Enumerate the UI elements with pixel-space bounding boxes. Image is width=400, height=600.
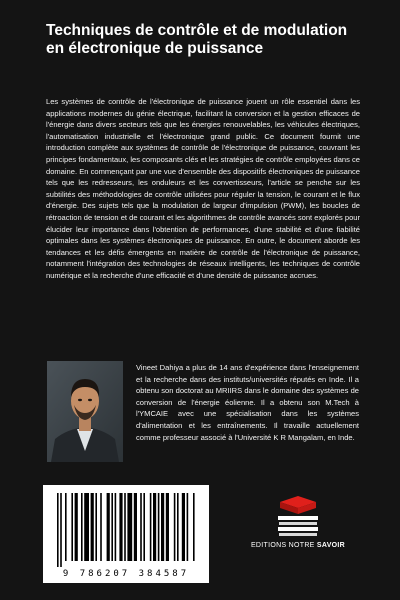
publisher-name: EDITIONS NOTRE SAVOIR [250, 542, 346, 549]
book-description: Les systèmes de contrôle de l'électronique de puissance jouent un rôle essentiel dans les applications modernes du génie électrique, facilitant la conversion et la gestion efficaces de l'énergie dans divers secteurs tels que les énergies renouvelables, les véhicules électriques, l'automatisation industrielle et l'électronique grand public. Ce document fournit une introduction complète aux systèmes de contrôle de l'électronique de puissance, couvrant les principes fondamentaux, les composants clés et les stratégies de contrôle employées dans ce domaine. En commençant par une vue d'ensemble des dispositifs électroniques de puissance tels que les redresseurs, les onduleurs et les convertisseurs, l'article se penche sur les subtilités des méthodologies de contrôle utilisées pour réguler la tension, le courant et le flux d'énergie. Des sujets tels que la modulation de largeur d'impulsion (PWM), les boucles de rétroaction de tension et de courant et les algorithmes de contrôle avancés sont explorés pour élucider leur importance dans l'obtention de performances, d'une stabilité et d'une fiabilité optimales dans les systèmes électroniques de puissance. En outre, le document aborde les tendances et les défis émergents en matière de contrôle de l'électronique de puissance, notamment l'intégration des technologies de réseaux intelligents, les techniques de contrôle numérique et la recherche d'une efficacité et d'une densité de puissance accrues. [46, 97, 360, 280]
barcode-bar [60, 493, 62, 567]
barcode-bar [127, 493, 132, 561]
isbn-barcode [43, 485, 209, 583]
barcode-bar [177, 493, 179, 561]
book-stack-icon [248, 492, 348, 540]
book-title: Techniques de contrôle et de modulation en électronique de puissance [46, 22, 348, 57]
barcode-bar [107, 493, 110, 561]
barcode-bar [153, 493, 156, 561]
barcode-digits: 9 786207 384587 [62, 569, 190, 579]
barcode-bar [182, 493, 185, 561]
barcode-bar [166, 493, 169, 561]
barcode-bars [43, 485, 209, 567]
barcode-bar [158, 493, 160, 561]
barcode-bar [84, 493, 89, 561]
barcode-bar [161, 493, 164, 561]
barcode-bar [91, 493, 94, 561]
barcode-bar [75, 493, 78, 561]
barcode-bar [187, 493, 189, 561]
barcode-bar [174, 493, 176, 561]
barcode-bar [111, 493, 113, 561]
barcode-bar [119, 493, 122, 561]
author-photo [47, 361, 123, 462]
barcode-bar [124, 493, 126, 561]
barcode-bar [65, 493, 67, 561]
barcode-bar [143, 493, 145, 561]
publisher-logo [248, 492, 348, 558]
barcode-bar [115, 493, 117, 561]
barcode-bar [57, 493, 59, 567]
barcode-bar [134, 493, 137, 561]
barcode-bar [150, 493, 152, 561]
barcode-bar [71, 493, 73, 561]
barcode-bar [193, 493, 195, 561]
barcode-bar [100, 493, 102, 561]
barcode-bar [140, 493, 142, 561]
barcode-bar [95, 493, 97, 561]
barcode-bar [81, 493, 83, 561]
author-bio: Vineet Dahiya a plus de 14 ans d'expérience dans l'enseignement et la recherche dans des instituts/universités réputés en Inde. Il a obtenu son doctorat au MRIIRS dans le domaine des systèmes de conversion de l'énergie éolienne. Il a obtenu son M.Tech à l'YMCAIE avec une spécialisation dans les systèmes d'alimentation et les entraînements. Il travaille actuellement comme professeur associé à l'Université K R Mangalam, en Inde. [136, 363, 359, 442]
